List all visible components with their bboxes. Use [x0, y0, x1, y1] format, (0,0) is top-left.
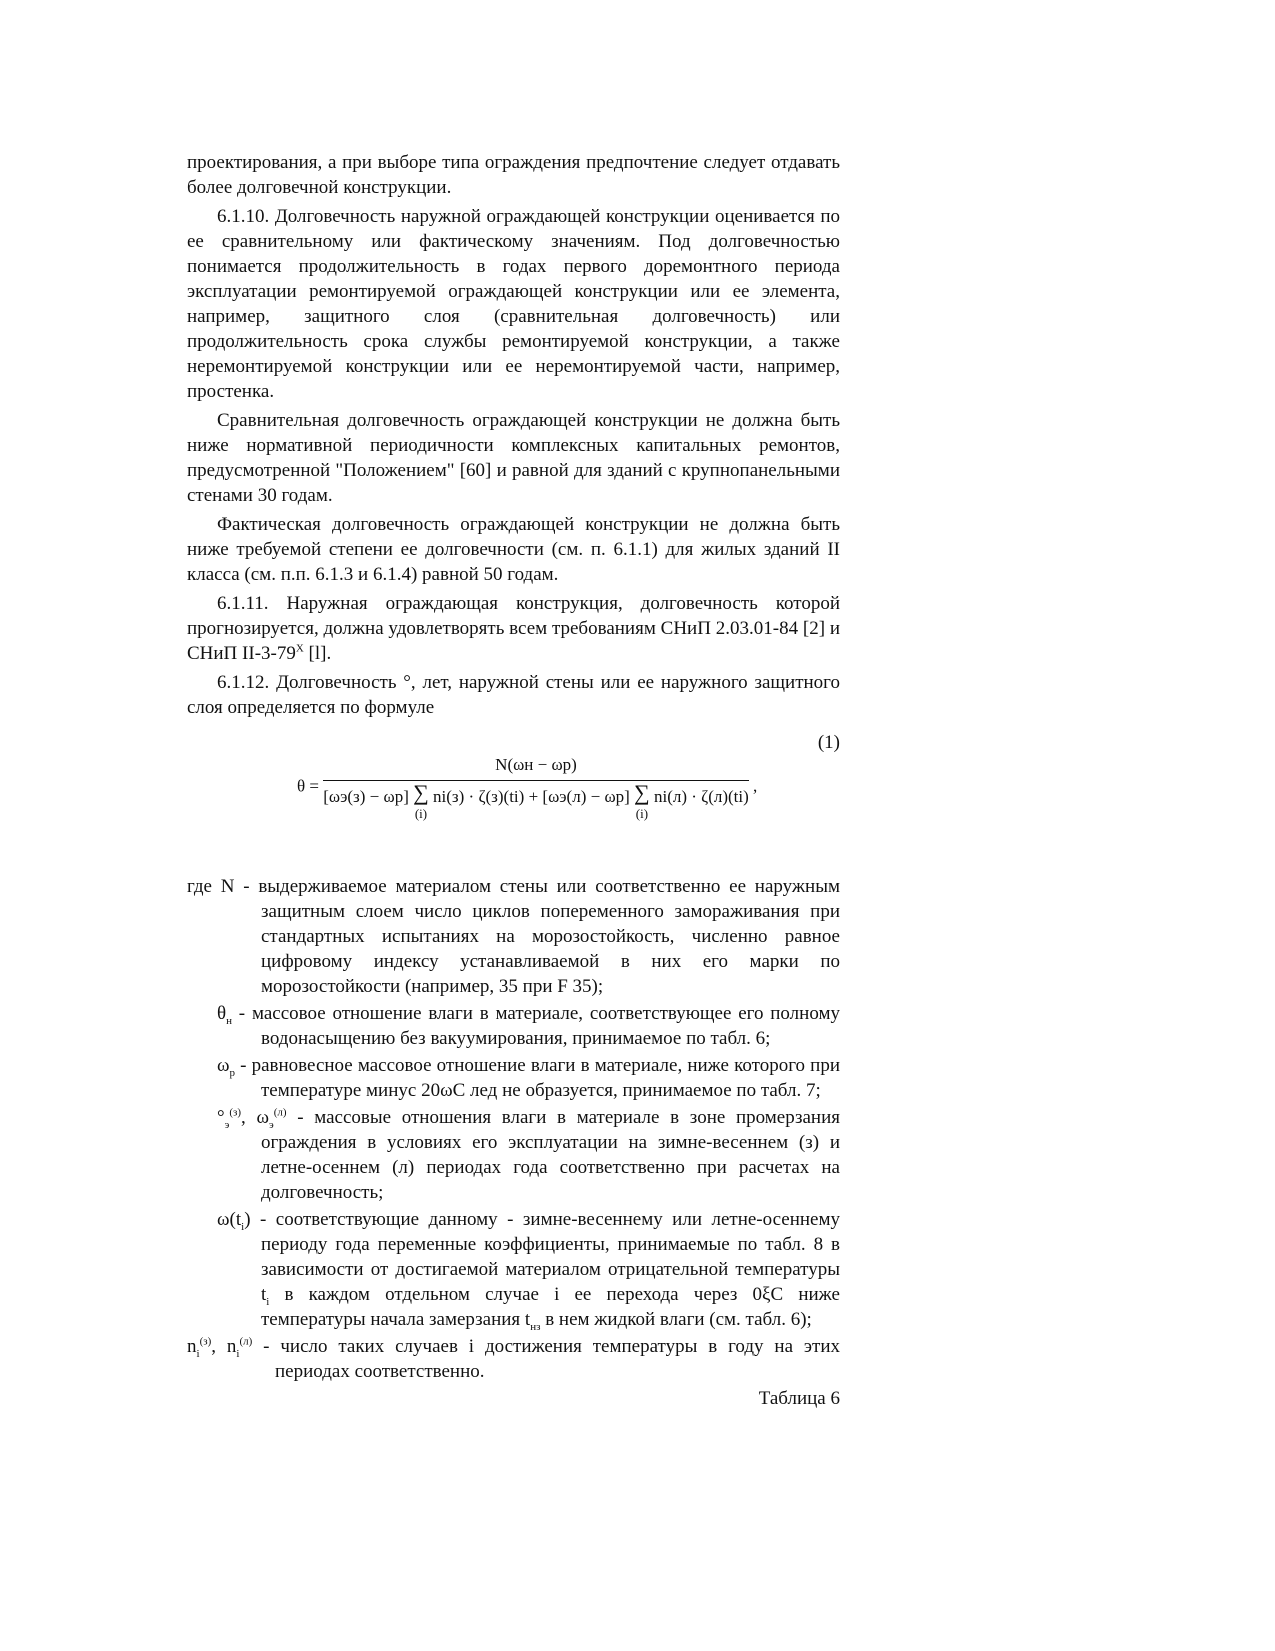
- durability-formula: [297, 752, 757, 823]
- equation-number: (1): [817, 732, 840, 753]
- definition-omega-e: $^\circ_э^{(з)}$, $\omega_э^{(л)}$ - массовые отношения влаги в материале в зоне промерзания ограждения в условиях его эксплуатации на зимне-весеннем (з) и летне-осеннем (л) периодах года соответственно при расчетах на долговечность;: [217, 1106, 840, 1203]
- definition-omega-ti: $\omega(t_i)$ - соответствующие данному - зимне-весеннему или летне-осеннему периоду года переменные коэффициенты, принимаемые по табл. 8 в зависимости от достигаемой материалом отрицательной температуры $t_i$ в каждом отдельном случае i ее перехода через 0ξС ниже температуры начала замерзания $t_{нз}$ в нем жидкой влаги (см. табл. 6);: [217, 1209, 840, 1333]
- definition-omega-p: $\omega_р$ - равновесное массовое отношение влаги в материале, ниже которого при температуре минус 20ωС лед не образуется, принимаемое по табл. 7;: [217, 1055, 840, 1101]
- formula-trailing-comma: ,: [753, 776, 758, 796]
- formula-block: [187, 730, 840, 860]
- paragraph-6-1-10: 6.1.10. Долговечность наружной ограждающей конструкции оценивается по ее сравнительному или фактическому значениям. Под долговечностью понимается продолжительность в годах первого доремонтного периода эксплуатации ремонтируемой ограждающей конструкции или ее элемента, например, защитного слоя (сравнительная долговечность) или продолжительность срока службы ремонтируемой конструкции, а также неремонтируемой конструкции или ее неремонтируемой части, например, простенка.: [187, 206, 840, 402]
- paragraph-6-1-12: 6.1.12. Долговечность °, лет, наружной стены или ее наружного защитного слоя определяется по формуле: [187, 672, 840, 718]
- formula-numerator: N(ωн − ωр): [323, 752, 749, 781]
- table-caption: Таблица 6: [758, 1388, 840, 1409]
- paragraph-comparative-durability: Сравнительная долговечность ограждающей конструкции не должна быть ниже нормативной периодичности комплексных капитальных ремонтов, предусмотренной "Положением" [60] и равной для зданий с крупнопанельными стенами 30 годам.: [187, 410, 840, 506]
- document-page: [187, 150, 840, 1411]
- formula-lhs: θ =: [297, 776, 319, 796]
- definition-n-i: $n_i^{(з)}$, $n_i^{(л)}$ - число таких случаев i достижения температуры в году на этих периодах соответственно.: [187, 1335, 841, 1382]
- formula-fraction: [323, 752, 749, 823]
- formula-denominator: [ωэ(з) − ωр] ∑ (i) ni(з) · ζ(з)(ti) + [ωэ(л) − ωр] ∑ (i) ni(л) · ζ(л)(ti): [323, 780, 749, 821]
- sum-symbol-2: ∑ (i): [634, 780, 650, 821]
- sum-symbol-1: ∑ (i): [413, 780, 429, 821]
- definitions-list: [187, 874, 840, 1384]
- paragraph-1: проектирования, а при выборе типа ограждения предпочтение следует отдавать более долговечной конструкции.: [187, 152, 840, 198]
- paragraph-6-1-11: 6.1.11. Наружная ограждающая конструкция, долговечность которой прогнозируется, должна удовлетворять всем требованиям СНиП 2.03.01-84 [2] и СНиП $II-3-79^X$ [l].: [187, 593, 840, 664]
- definition-theta-n: $\theta_н$ - массовое отношение влаги в материале, соответствующее его полному водонасыщению без вакуумирования, принимаемое по табл. 6;: [217, 1003, 840, 1049]
- superscript-x: X: [295, 642, 304, 655]
- paragraph-actual-durability: Фактическая долговечность ограждающей конструкции не должна быть ниже требуемой степени ее долговечности (см. п. 6.1.1) для жилых зданий II класса (см. п.п. 6.1.3 и 6.1.4) равной 50 годам.: [187, 514, 840, 585]
- definition-n: где N - выдерживаемое материалом стены или соответственно ее наружным защитным слоем число циклов попеременного замораживания при стандартных испытаниях на морозостойкость, численно равное цифровому индексу устанавливаемой в них его марки по морозостойкости (например, 35 при F 35);: [187, 876, 840, 997]
